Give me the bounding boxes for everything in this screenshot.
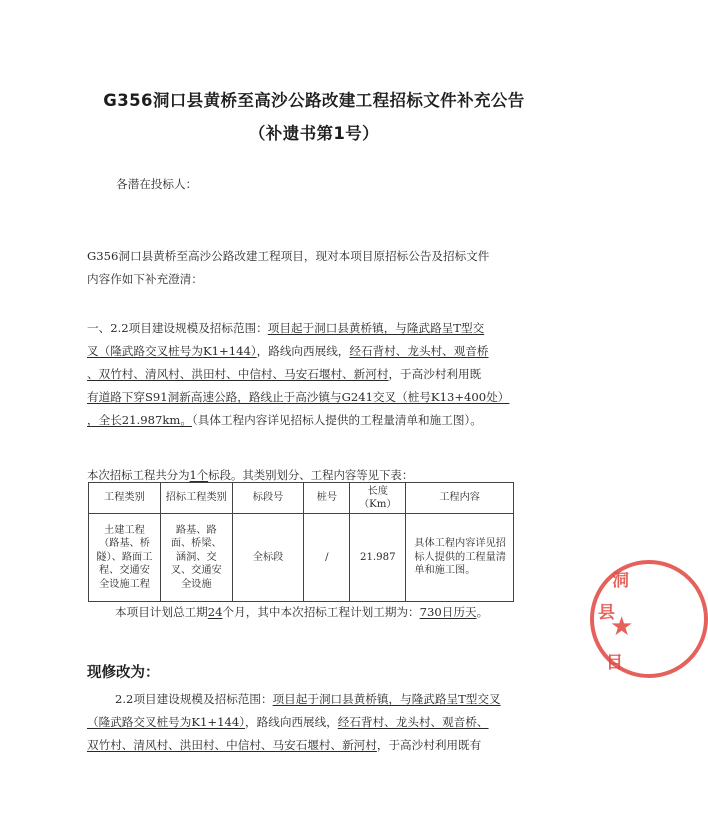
cell-content: 具体工程内容详见招标人提供的工程量清单和施工图。 (406, 514, 514, 602)
section1-line-3 (87, 363, 481, 386)
header-length: 长度（Km） (350, 483, 406, 514)
cell-length: 21.987 (350, 514, 406, 602)
table-note-count: 1个 (189, 468, 209, 482)
bid-section-table (88, 482, 514, 602)
schedule-text-1: 本项目计划总工期 (115, 605, 208, 619)
section2-line-2 (87, 711, 489, 734)
schedule-days: 730日历天 (419, 605, 477, 619)
section1-text-2: ，于高沙村利用既 (388, 367, 482, 381)
section1-line-4 (87, 386, 509, 409)
table-note-prefix: 本次招标工程共分为 (87, 468, 190, 482)
header-station: 桩号 (304, 483, 350, 514)
section2-villages-text-2: 双竹村、清风村、洪田村、中信村、马安石堰村、新河村 (87, 738, 377, 752)
section2-scope-text: 项目起于洞口县黄桥镇，与隆武路呈T型交叉 (272, 692, 501, 706)
header-category: 工程类别 (89, 483, 161, 514)
seal-char-1: 洞 (612, 571, 629, 591)
section1-line-2 (87, 340, 489, 363)
section1-text: ，路线向西展线， (256, 344, 350, 358)
section2-text-2: ，于高沙村利用既有 (376, 738, 482, 752)
cell-station: / (304, 514, 350, 602)
schedule-text-3: 。 (476, 605, 489, 619)
cell-scope: 路基、路面、桥梁、涵洞、交叉、交通安全设施 (160, 514, 232, 602)
section1-scope-text: 项目起于洞口县黄桥镇，与隆武路呈T型交 (267, 321, 485, 335)
salutation: 各潜在投标人： (116, 177, 198, 191)
section1-villages-text: 经石背村、龙头村、观音桥 (349, 344, 489, 358)
section2-line-3 (87, 734, 481, 757)
revision-heading: 现修改为： (87, 665, 160, 681)
section1-route-text: 有道路下穿S91洞新高速公路，路线止于高沙镇与G241交叉（桩号K13+400处） (87, 390, 510, 404)
section1-note: （具体工程内容详见招标人提供的工程量清单和施工图）。 (191, 413, 482, 427)
section1-line-1 (87, 317, 484, 340)
header-section: 标段号 (232, 483, 304, 514)
header-scope: 招标工程类别 (160, 483, 232, 514)
table-note (87, 467, 413, 483)
seal-star-icon: ★ (610, 612, 634, 642)
document-subtitle: （补遗书第1号） (248, 124, 380, 143)
schedule-months: 24 (207, 605, 223, 619)
section1-line-5 (87, 409, 482, 432)
seal-char-2: 县 (598, 603, 615, 623)
section1-length-text: ，全长21.987km。 (87, 413, 192, 427)
table-note-suffix: 标段。其类别划分、工程内容等见下表： (208, 468, 414, 482)
table-header-row (89, 483, 514, 514)
section1-label: 一、2.2项目建设规模及招标范围： (87, 321, 268, 335)
section2-line-1 (115, 688, 501, 711)
section2-label: 2.2项目建设规模及招标范围： (115, 692, 273, 706)
document-title: G356洞口县黄桥至高沙公路改建工程招标文件补充公告 (103, 91, 525, 110)
section1-station-text: 叉（隆武路交叉桩号为K1+144） (87, 344, 257, 358)
section1-villages-text-2: 、双竹村、清风村、洪田村、中信村、马安石堰村、新河村 (87, 367, 389, 381)
schedule-text-2: 个月，其中本次招标工程计划工期为： (222, 605, 420, 619)
intro-line-2: 内容作如下补充澄清： (87, 272, 203, 286)
seal-char-3: 目 (606, 653, 623, 673)
intro-line-1: G356洞口县黄桥至高沙公路改建工程项目，现对本项目原招标公告及招标文件 (87, 249, 490, 263)
section2-text: ，路线向西展线， (245, 715, 338, 729)
schedule-line (115, 604, 488, 620)
section2-villages-text: 经石背村、龙头村、观音桥、 (337, 715, 489, 729)
section2-station-text: （隆武路交叉桩号为K1+144） (87, 715, 246, 729)
cell-section: 全标段 (232, 514, 304, 602)
cell-category: 土建工程（路基、桥隧）、路面工程、交通安全设施工程 (89, 514, 161, 602)
table-row (89, 514, 514, 602)
header-content: 工程内容 (406, 483, 514, 514)
